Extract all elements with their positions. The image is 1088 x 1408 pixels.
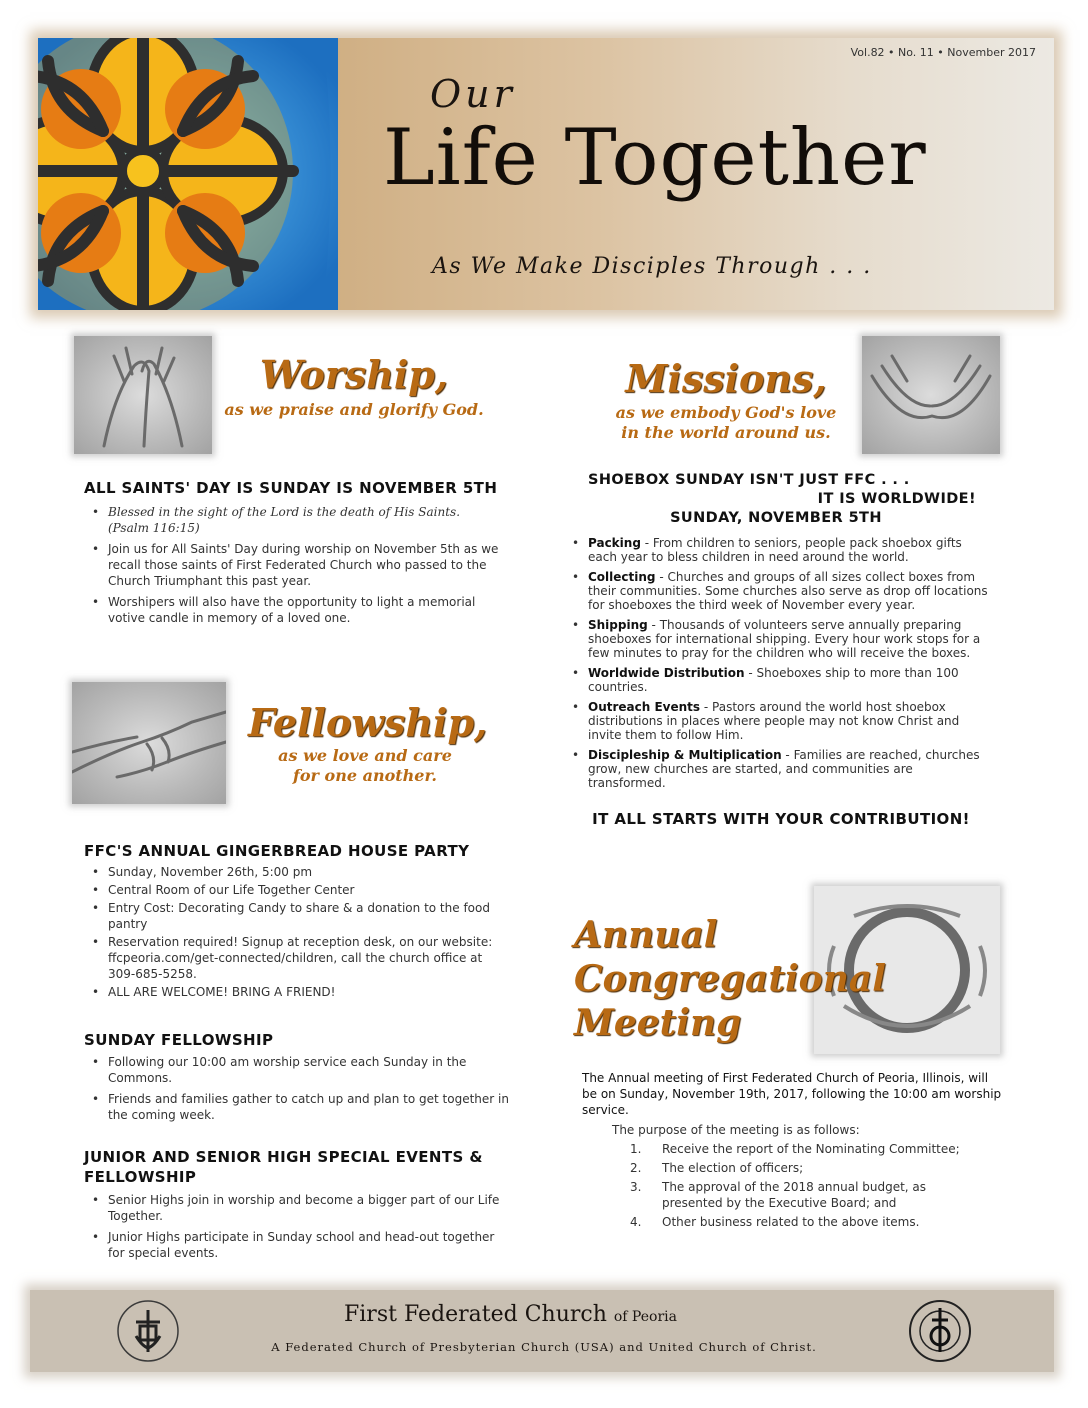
worship-verse: • Blessed in the sight of the Lord is the death of His Saints. (Psalm 116:15) <box>84 504 514 536</box>
missions-subtitle-1: as we embody God's love <box>615 403 837 422</box>
shoebox-closing: IT ALL STARTS WITH YOUR CONTRIBUTION! <box>592 810 970 828</box>
pcusa-seal-icon <box>108 1296 188 1366</box>
list-item: • Join us for All Saints' Day during worship on November 5th as we recall those saints of First Federated Church who passed to the Church Triumphant this past year. <box>84 541 514 589</box>
list-item: • Sunday, November 26th, 5:00 pm <box>84 864 510 880</box>
list-item: • Following our 10:00 am worship service each Sunday in the Commons. <box>84 1054 510 1086</box>
meeting-title-1: Annual <box>574 914 718 956</box>
gingerbread-heading: FFC'S ANNUAL GINGERBREAD HOUSE PARTY <box>84 842 470 860</box>
sunday-fellowship-list <box>84 1054 510 1128</box>
worship-list <box>84 504 514 631</box>
issue-volume: Vol.82 • No. 11 • November 2017 <box>850 46 1036 59</box>
list-item: • Packing - From children to seniors, people pack shoebox gifts each year to bless children in need around the world. <box>560 536 992 564</box>
footer-church-name: First Federated Church of Peoria <box>344 1302 677 1327</box>
worship-heading: ALL SAINTS' DAY IS SUNDAY IS NOVEMBER 5TH <box>84 479 498 497</box>
list-item: • Junior Highs participate in Sunday school and head-out together for special events. <box>84 1229 510 1261</box>
meeting-title-3: Meeting <box>574 1002 742 1044</box>
list-item: • Shipping - Thousands of volunteers serve annually preparing shoeboxes for international shipping. Every hour work stops for a few minutes to pray for the children who will receive the boxes. <box>560 618 992 660</box>
ucc-seal-icon <box>904 1296 976 1366</box>
shoebox-heading-1: SHOEBOX SUNDAY ISN'T JUST FFC . . . <box>588 472 910 488</box>
fellowship-subtitle-1: as we love and care <box>278 746 452 765</box>
sunday-fellowship-heading: SUNDAY FELLOWSHIP <box>84 1031 274 1049</box>
stained-glass-emblem <box>38 38 338 310</box>
missions-title: Missions, <box>625 356 827 401</box>
meeting-intro: The Annual meeting of First Federated Church of Peoria, Illinois, will be on Sunday, November 19th, 2017, following the 10:00 am worship service. <box>582 1071 1002 1117</box>
worship-title: Worship, <box>259 352 449 397</box>
youth-list <box>84 1192 510 1266</box>
list-item: • Discipleship & Multiplication - Families are reached, churches grow, new churches are started, and communities are transformed. <box>560 748 992 790</box>
worship-subtitle: as we praise and glorify God. <box>224 400 484 419</box>
missions-subtitle-2: in the world around us. <box>621 423 831 442</box>
list-item: • Entry Cost: Decorating Candy to share & a donation to the food pantry <box>84 900 510 932</box>
shoebox-heading-3: SUNDAY, NOVEMBER 5TH <box>670 510 882 526</box>
list-item: • Worldwide Distribution - Shoeboxes ship to more than 100 countries. <box>560 666 992 694</box>
meeting-title-2: Congregational <box>574 958 886 1000</box>
masthead-title: Life Together <box>383 113 927 203</box>
praying-hands-photo <box>74 336 212 454</box>
masthead-title-our: Our <box>430 72 516 116</box>
meeting-agenda <box>582 1141 982 1233</box>
list-item: • Central Room of our Life Together Center <box>84 882 510 898</box>
handshake-photo <box>72 682 226 804</box>
youth-heading: JUNIOR AND SENIOR HIGH SPECIAL EVENTS & FELLOWSHIP <box>84 1148 483 1186</box>
shoebox-heading-2: IT IS WORLDWIDE! <box>817 491 976 507</box>
shoebox-list <box>560 536 992 796</box>
list-item: • Worshipers will also have the opportunity to light a memorial votive candle in memory of a loved one. <box>84 594 514 626</box>
list-item: • Outreach Events - Pastors around the world host shoebox distributions in places where people may not know Christ and invite them to follow Him. <box>560 700 992 742</box>
fellowship-subtitle-2: for one another. <box>292 766 437 785</box>
meeting-purpose: The purpose of the meeting is as follows: <box>612 1123 860 1137</box>
list-item: • Reservation required! Signup at reception desk, on our website: ffcpeoria.com/get-connected/children, call the church office at 309-685-5258. <box>84 934 510 982</box>
list-item: • Senior Highs join in worship and become a bigger part of our Life Together. <box>84 1192 510 1224</box>
agenda-item: 2. The election of officers; <box>630 1161 804 1175</box>
fellowship-title: Fellowship, <box>248 700 488 745</box>
agenda-item: 3. The approval of the 2018 annual budget, as presented by the Executive Board; and <box>630 1180 927 1210</box>
list-item: • Friends and families gather to catch up and plan to get together in the coming week. <box>84 1091 510 1123</box>
agenda-item: 4. Other business related to the above items. <box>630 1215 920 1229</box>
masthead-subtitle: As We Make Disciples Through . . . <box>432 254 872 279</box>
open-hands-photo <box>862 336 1000 454</box>
gingerbread-list <box>84 864 510 1002</box>
agenda-item: 1. Receive the report of the Nominating Committee; <box>630 1142 960 1156</box>
list-item: • ALL ARE WELCOME! BRING A FRIEND! <box>84 984 510 1000</box>
footer-tagline: A Federated Church of Presbyterian Church (USA) and United Church of Christ. <box>271 1340 817 1354</box>
list-item: • Collecting - Churches and groups of all sizes collect boxes from their communities. Some churches also serve as drop off locations for shoeboxes the third week of November every year. <box>560 570 992 612</box>
